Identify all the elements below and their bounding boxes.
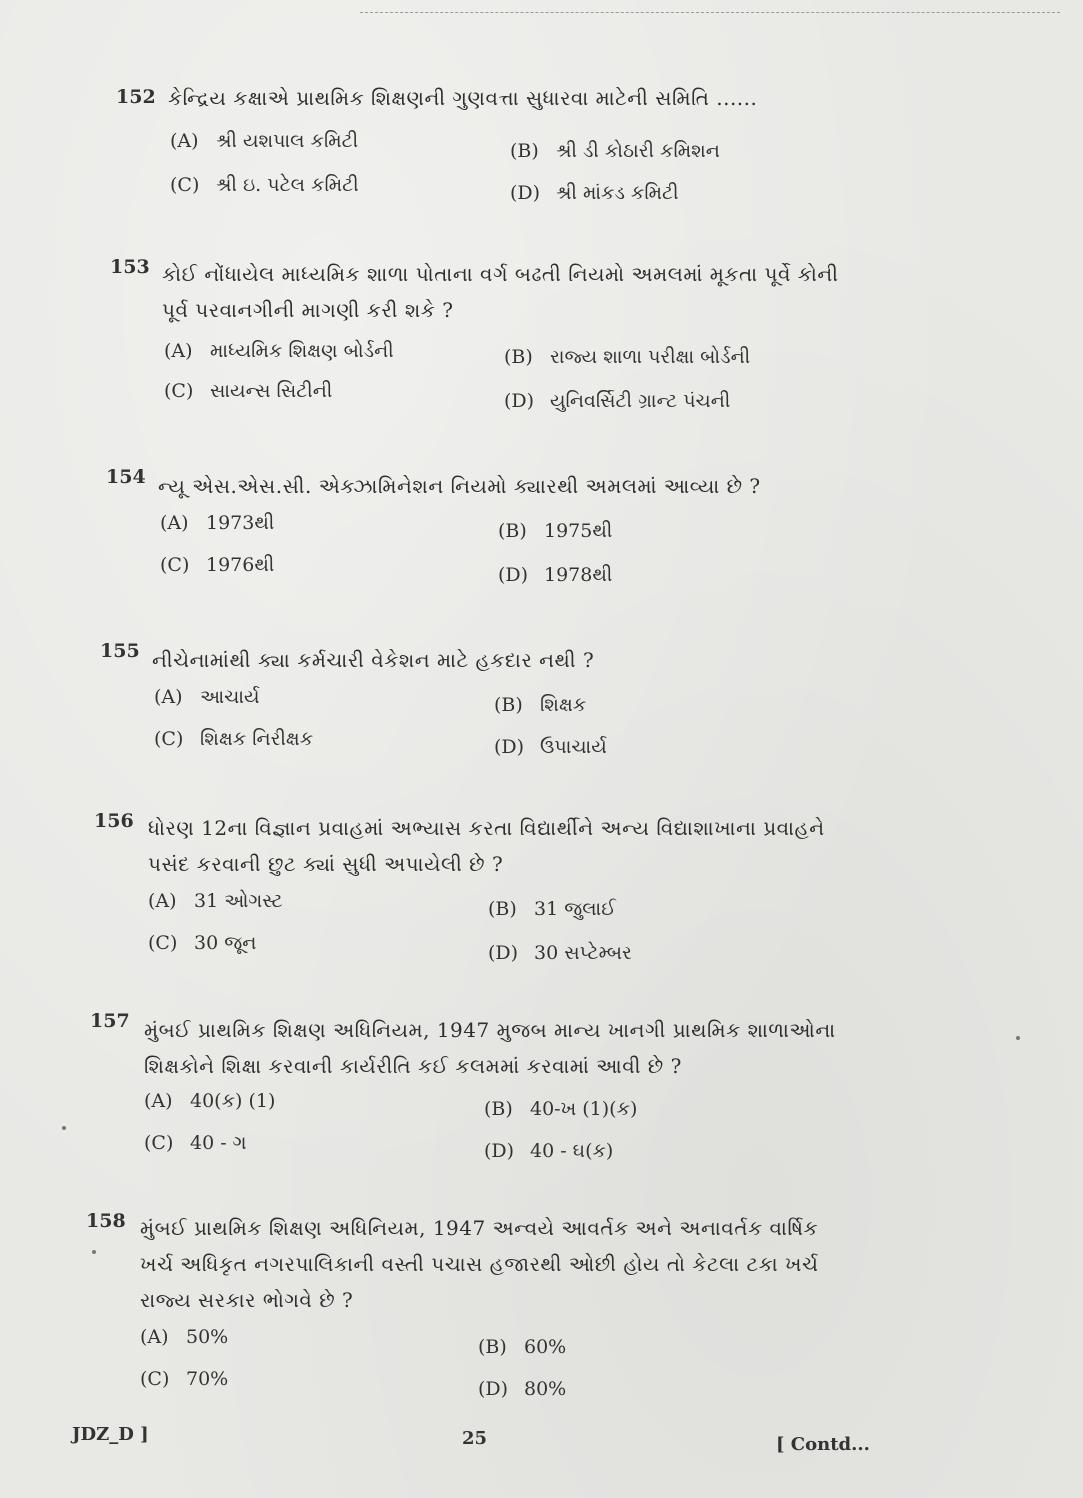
option-label: (B) [510,140,539,162]
option-a [154,686,260,708]
option-label: (D) [498,564,529,586]
option-text: 40 - ગ [190,1132,247,1154]
option-label: (A) [144,1090,173,1112]
option-text: શ્રી ઇ. પટેલ કમિટી [216,174,359,196]
option-text: ઉપાચાર્ય [540,736,607,758]
option-d [504,390,730,412]
option-text: 30 સપ્ટેમ્બર [534,942,632,964]
option-text: માધ્યમિક શિક્ષણ બોર્ડની [210,340,394,362]
option-label: (D) [488,942,519,964]
option-label: (C) [160,554,190,576]
option-label: (D) [484,1140,515,1162]
question-number: 152 [116,86,156,108]
option-a [164,340,394,362]
option-text: 30 જૂન [194,932,257,954]
option-b [510,140,720,162]
question-number: 155 [100,640,140,662]
option-label: (A) [140,1326,169,1348]
question-text: કોઈ નોંધાયેલ માધ્યમિક શાળા પોતાના વર્ગ બઢતી નિયમો અમલમાં મૂકતા પૂર્વે કોની [162,262,839,286]
option-text: 80% [524,1378,567,1400]
scan-speck [1016,1036,1020,1040]
question-text: કેન્દ્રિય કક્ષાએ પ્રાથમિક શિક્ષણની ગુણવત્તા સુધારવા માટેની સમિતિ ...... [168,86,758,110]
option-text: 50% [186,1326,229,1348]
option-label: (A) [170,130,199,152]
option-c [148,932,256,954]
option-text: 1978થી [544,564,613,586]
option-d [488,942,632,964]
option-text: 1975થી [544,520,613,542]
page-number: 25 [462,1428,488,1449]
option-label: (C) [170,174,200,196]
option-c [144,1132,247,1154]
option-label: (B) [504,346,533,368]
option-b [504,346,750,368]
option-text: સાયન્સ સિટીની [210,380,333,402]
option-text: શિક્ષક નિરીક્ષક [200,728,314,750]
option-text: યુનિવર્સિટી ગ્રાન્ટ પંચની [550,390,731,412]
question-number: 153 [110,256,150,278]
option-label: (B) [494,694,523,716]
option-c [140,1368,228,1390]
option-a [170,130,358,152]
option-text: 31 જુલાઈ [534,898,616,920]
question-number: 157 [90,1010,130,1032]
option-label: (C) [164,380,194,402]
top-rule [360,12,1060,13]
option-label: (B) [498,520,527,542]
option-text: 1976થી [206,554,275,576]
option-label: (D) [510,182,541,204]
option-text: 70% [186,1368,229,1390]
option-label: (D) [478,1378,509,1400]
option-label: (C) [148,932,178,954]
option-a [140,1326,228,1348]
option-label: (C) [140,1368,170,1390]
option-text: શ્રી ડી કોઠારી કમિશન [556,140,720,162]
option-text: 31 ઓગસ્ટ [194,890,283,912]
question-number: 156 [94,810,134,832]
question-text: ખર્ચ અધિકૃત નગરપાલિકાની વસ્તી પચાસ હજારથી ઓછી હોય તો કેટલા ટકા ખર્ચ [140,1252,819,1276]
option-text: શિક્ષક [540,694,587,716]
option-text: 40(ક) (1) [190,1090,276,1112]
option-b [488,898,616,920]
option-b [498,520,612,542]
option-text: આચાર્ય [200,686,260,708]
option-label: (D) [494,736,525,758]
question-text: મુંબઈ પ્રાથમિક શિક્ષણ અધિનિયમ, 1947 મુજબ માન્ય ખાનગી પ્રાથમિક શાળાઓના [144,1018,836,1042]
option-a [148,890,283,912]
option-label: (B) [484,1098,513,1120]
question-number: 154 [106,466,146,488]
option-label: (A) [164,340,193,362]
option-b [478,1336,566,1358]
option-label: (B) [478,1336,507,1358]
option-text: શ્રી માંકડ કમિટી [556,182,679,204]
option-b [494,694,586,716]
option-label: (C) [144,1132,174,1154]
question-number: 158 [86,1210,126,1232]
option-label: (B) [488,898,517,920]
option-label: (D) [504,390,535,412]
option-text: 40-ખ (1)(ક) [530,1098,638,1120]
option-d [478,1378,566,1400]
option-c [164,380,332,402]
option-c [170,174,359,196]
option-label: (C) [154,728,184,750]
question-text: નીચેનામાંથી ક્યા કર્મચારી વેકેશન માટે હકદાર નથી ? [152,648,595,672]
option-text: 40 - ઘ(ક) [530,1140,614,1162]
question-text: મુંબઈ પ્રાથમિક શિક્ષણ અધિનિયમ, 1947 અન્વયે આવર્તક અને અનાવર્તક વાર્ષિક [140,1216,819,1240]
question-text: પસંદ કરવાની છુટ ક્યાં સુધી અપાયેલી છે ? [148,852,504,876]
option-text: 1973થી [206,512,275,534]
option-a [160,512,274,534]
option-d [498,564,612,586]
option-text: 60% [524,1336,567,1358]
option-d [510,182,679,204]
option-label: (A) [154,686,183,708]
question-text: શિક્ષકોને શિક્ષા કરવાની કાર્યરીતિ કઈ કલમમાં કરવામાં આવી છે ? [144,1054,682,1078]
question-text: રાજ્ય સરકાર ભોગવે છે ? [140,1288,354,1312]
option-c [154,728,313,750]
scan-speck [62,1126,66,1130]
continued-label: [ Contd... [776,1434,870,1455]
option-a [144,1090,275,1112]
option-d [494,736,607,758]
option-text: શ્રી યશપાલ કમિટી [216,130,359,152]
question-text: ન્યૂ એસ.એસ.સી. એક્ઝામિનેશન નિયમો ક્યારથી અમલમાં આવ્યા છે ? [158,474,761,498]
paper-code: JDZ_D ] [72,1424,149,1445]
question-text: પૂર્વ પરવાનગીની માગણી કરી શકે ? [162,298,454,322]
option-text: રાજ્ય શાળા પરીક્ષા બોર્ડની [550,346,751,368]
question-text: ધોરણ 12ના વિજ્ઞાન પ્રવાહમાં અભ્યાસ કરતા વિદ્યાર્થીને અન્ય વિદ્યાશાખાના પ્રવાહને [148,816,825,840]
option-label: (A) [160,512,189,534]
option-d [484,1140,613,1162]
option-label: (A) [148,890,177,912]
option-b [484,1098,637,1120]
option-c [160,554,274,576]
scan-speck [92,1250,96,1254]
